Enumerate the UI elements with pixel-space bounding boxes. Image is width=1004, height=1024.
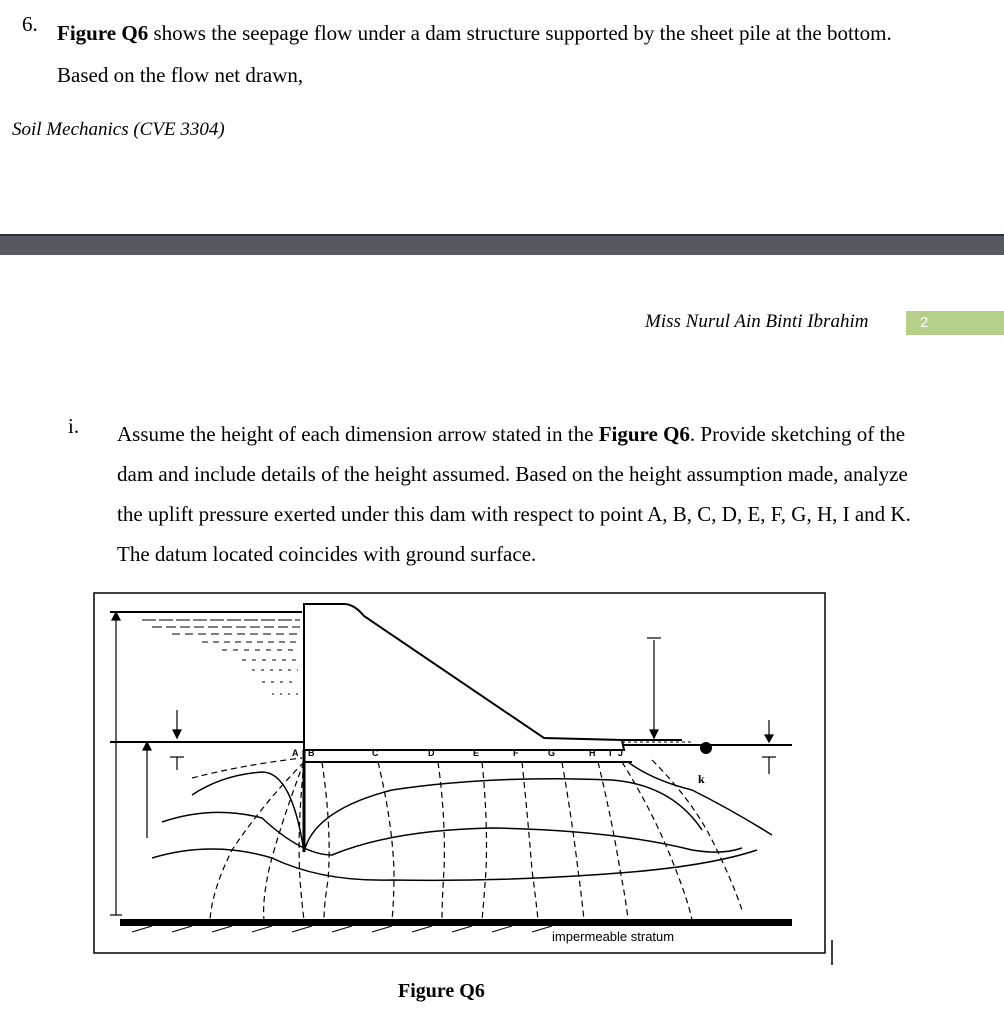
figure-frame [94,593,825,953]
label-i: I [609,748,612,758]
subquestion-number: i. [68,414,80,438]
subquestion-text-before: Assume the height of each dimension arrow stated in the [117,422,594,446]
subquestion-text-after: . Provide sketching of the dam and include details of the height assumed. Based on the height assumption made, analyze the uplift pressure exerted under this dam with respect to point A, B, C, D, E, F, G, H, I and K. The datum located coincides with ground surface. [117,422,911,566]
page-separator-band [0,234,1004,255]
flow-net-figure [92,590,834,965]
question-number: 6. [22,12,38,36]
page-number: 2 [906,311,1004,335]
point-k-marker [700,742,712,754]
impermeable-stratum-band [120,919,792,926]
label-c: C [372,748,379,758]
figure-caption: Figure Q6 [398,980,485,1002]
subquestion-text [117,414,917,574]
question-text [57,12,927,96]
label-k: k [698,772,705,786]
label-a: A [292,748,299,758]
label-h: H [589,748,596,758]
label-e: E [473,748,480,758]
label-f: F [513,748,519,758]
question-figure-ref: Figure Q6 [57,21,149,45]
label-b: B [308,748,315,758]
label-d: D [428,748,435,758]
question-body: shows the seepage flow under a dam structure supported by the sheet pile at the bottom. Based on the flow net drawn, [57,21,892,87]
subquestion-figure-ref: Figure Q6 [598,422,690,446]
lecturer-name: Miss Nurul Ain Binti Ibrahim [645,311,869,332]
course-title: Soil Mechanics (CVE 3304) [12,119,225,140]
label-j: J [618,748,624,758]
label-g: G [548,748,556,758]
stratum-label: impermeable stratum [552,929,675,944]
